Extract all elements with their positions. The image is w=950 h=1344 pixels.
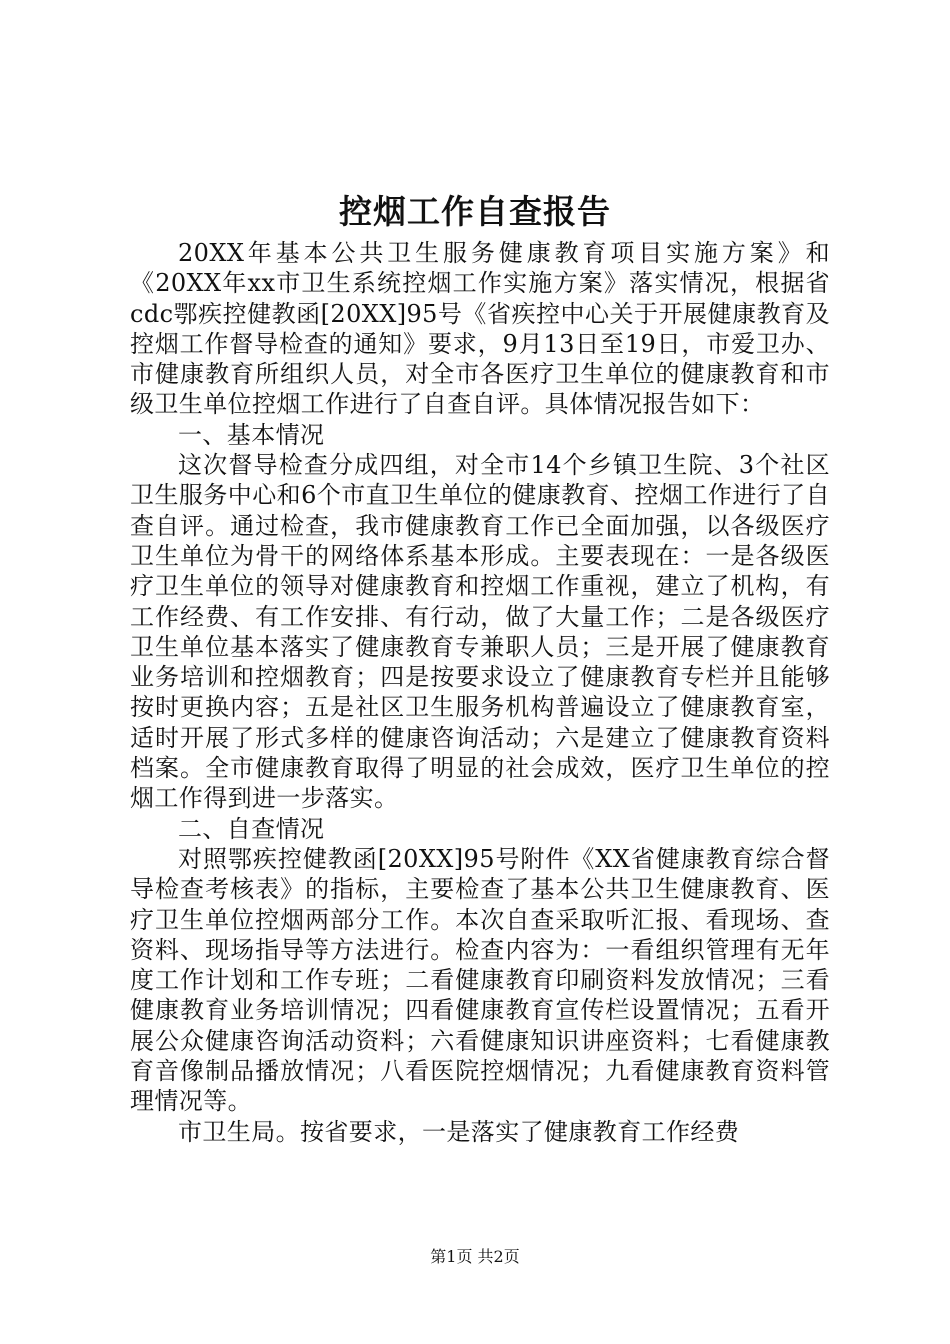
- paragraph-health-bureau: 市卫生局。按省要求，一是落实了健康教育工作经费: [178, 1117, 740, 1146]
- document-body: [130, 238, 830, 1147]
- section-heading-basic: 一、基本情况: [178, 420, 325, 449]
- paragraph-basic-situation: 这次督导检查分成四组，对全市14个乡镇卫生院、3个社区卫生服务中心和6个市直卫生单位的健康教育、控烟工作进行了自查自评。通过检查，我市健康教育工作已全面加强，以各级医疗卫生单位为骨干的网络体系基本形成。主要表现在：一是各级医疗卫生单位的领导对健康教育和控烟工作重视，建立了机构，有工作经费、有工作安排、有行动，做了大量工作；二是各级医疗卫生单位基本落实了健康教育专兼职人员；三是开展了健康教育业务培训和控烟教育；四是按要求设立了健康教育专栏并且能够按时更换内容；五是社区卫生服务机构普遍设立了健康教育室，适时开展了形式多样的健康咨询活动；六是建立了健康教育资料档案。全市健康教育取得了明显的社会成效，医疗卫生单位的控烟工作得到进一步落实。: [130, 451, 830, 813]
- paragraph-self-check: 对照鄂疾控健教函[20XX]95号附件《XX省健康教育综合督导检查考核表》的指标，主要检查了基本公共卫生健康教育、医疗卫生单位控烟两部分工作。本次自查采取听汇报、看现场、查资料、现场指导等方法进行。检查内容为：一看组织管理有无年度工作计划和工作专班；二看健康教育印刷资料发放情况；三看健康教育业务培训情况；四看健康教育宣传栏设置情况；五看开展公众健康咨询活动资料；六看健康知识讲座资料；七看健康教育音像制品播放情况；八看医院控烟情况；九看健康教育资料管理情况等。: [130, 844, 830, 1116]
- section-heading-self-check: 二、自查情况: [178, 814, 325, 843]
- paragraph-intro: 20XX年基本公共卫生服务健康教育项目实施方案》和《20XX年xx市卫生系统控烟工作实施方案》落实情况，根据省cdc鄂疾控健教函[20XX]95号《省疾控中心关于开展健康教育及控烟工作督导检查的通知》要求，9月13日至19日，市爱卫办、市健康教育所组织人员，对全市各医疗卫生单位的健康教育和市级卫生单位控烟工作进行了自查自评。具体情况报告如下：: [130, 239, 830, 419]
- page-title: 控烟工作自查报告: [339, 192, 611, 231]
- page-footer: 第1页 共2页: [430, 1247, 520, 1266]
